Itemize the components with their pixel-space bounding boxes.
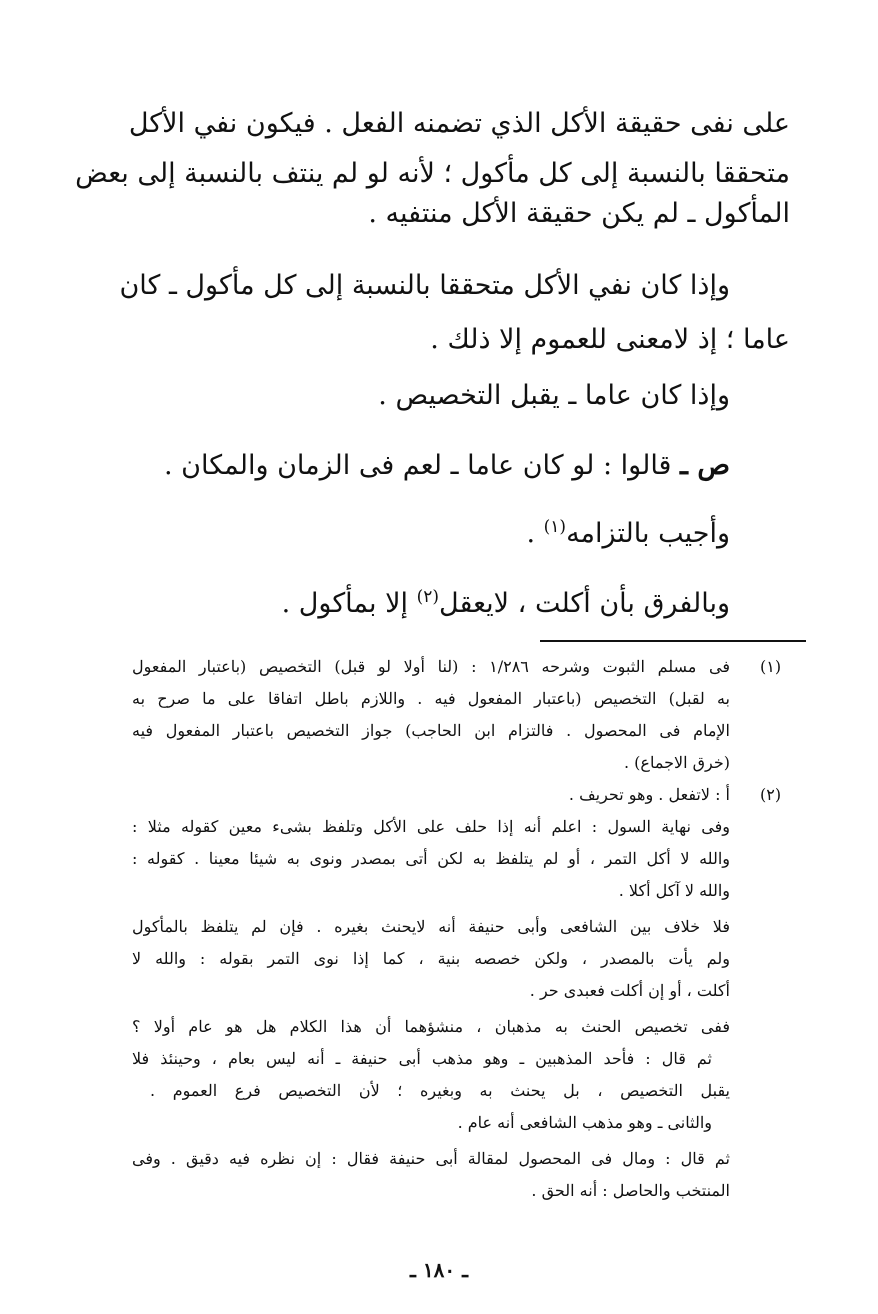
last-line [130, 580, 730, 628]
footnote-line-11: أكلت ، أو إن أكلت فعبدى حر . [529, 981, 730, 1000]
footnote-ref-1: (١) [543, 517, 567, 537]
sad-prefix: ص ـ [680, 450, 730, 481]
footnote-number-1: (١) [760, 657, 782, 676]
footnote-line-10: ولم يأت بالمصدر ، ولكن خصصه بنية ، كما إذا نوى التمر بقوله : والله لا [132, 949, 730, 968]
footnote-ref-2: (٢) [416, 587, 440, 607]
answer-text: وأجيب بالتزامه [566, 518, 730, 549]
sad-line [130, 442, 730, 490]
body-line-5: عاما ؛ إذ لامعنى للعموم إلا ذلك . [430, 324, 790, 355]
footnote-line-6: وفى نهاية السول : اعلم أنه إذا حلف على الأكل وتلفظ بشىء معين كقوله مثلا : [132, 817, 730, 836]
page-number: ـ ١٨٠ ـ [410, 1258, 468, 1282]
footnote-line-12: ففى تخصيص الحنث به مذهبان ، منشؤهما أن هذا الكلام هل هو عام أولا ؟ [132, 1017, 730, 1036]
footnote-separator [540, 640, 806, 642]
footnote-line-2: به لقبل) التخصيص (باعتبار المفعول فيه . واللازم باطل اتفاقا على ما صرح به [132, 689, 730, 708]
footnote-line-3: الإمام فى المحصول . فالتزام ابن الحاجب) جواز التخصيص باعتبار المفعول فيه [132, 721, 730, 740]
answer-end: . [526, 518, 544, 549]
footnote-line-15: والثانى ـ وهو مذهب الشافعى أنه عام . [457, 1113, 712, 1132]
body-line-4: وإذا كان نفي الأكل متحققا بالنسبة إلى كل مأكول ـ كان [119, 270, 730, 301]
sad-text: قالوا : لو كان عاما ـ لعم فى الزمان والمكان . [164, 450, 672, 481]
answer-line [130, 510, 730, 558]
footnote-line-8: والله لا آكل أكلا . [618, 881, 730, 900]
footnote-line-17: المنتخب والحاصل : أنه الحق . [531, 1181, 730, 1200]
body-line-3: المأكول ـ لم يكن حقيقة الأكل منتفيه . [368, 198, 790, 229]
body-line-6: وإذا كان عاما ـ يقبل التخصيص . [378, 380, 730, 411]
footnote-line-16: ثم قال : ومال فى المحصول لمقالة أبى حنيفة فقال : إن نظره فيه دقيق . وفى [132, 1149, 730, 1168]
footnote-line-14: يقبل التخصيص ، بل يحنث به وبغيره ؛ لأن التخصيص فرع العموم . [150, 1081, 730, 1100]
last-text-a: وبالفرق بأن أكلت ، لايعقل [439, 588, 730, 619]
footnote-number-2: (٢) [760, 785, 782, 804]
body-line-1: على نفى حقيقة الأكل الذي تضمنه الفعل . فيكون نفي الأكل [128, 108, 790, 139]
footnote-line-4: (خرق الاجماع) . [623, 753, 730, 772]
footnote-line-1: فى مسلم الثبوت وشرحه ١/٢٨٦ : (لنا أولا لو قبل) التخصيص (باعتبار المفعول [132, 657, 730, 676]
body-line-2: متحققا بالنسبة إلى كل مأكول ؛ لأنه لو لم ينتف بالنسبة إلى بعض [75, 158, 790, 189]
footnote-line-5: أ : لاتفعل . وهو تحريف . [568, 785, 730, 804]
footnote-line-7: والله لا أكل التمر ، أو لم يتلفظ به لكن أتى بمصدر ونوى به شيئا معينا . كقوله : [132, 849, 730, 868]
footnote-line-9: فلا خلاف بين الشافعى وأبى حنيفة أنه لايحنث بغيره . فإن لم يتلفظ بالمأكول [132, 917, 730, 936]
last-text-b: إلا بمأكول . [281, 588, 417, 619]
footnote-line-13: ثم قال : فأحد المذهبين ـ وهو مذهب أبى حنيفة ـ أنه ليس بعام ، وحينئذ فلا [132, 1049, 712, 1068]
